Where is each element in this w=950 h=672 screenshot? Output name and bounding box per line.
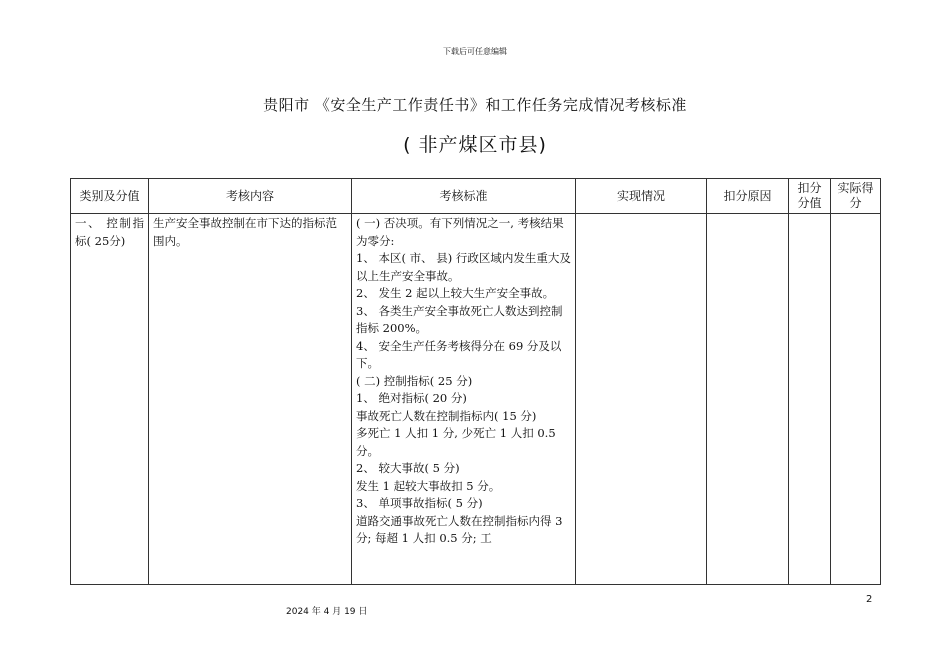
cell-deduction-points (789, 214, 831, 585)
table-header-row (71, 179, 881, 214)
header-note: 下载后可任意编辑 (443, 47, 507, 56)
criteria-line: 道路交通事故死亡人数在控制指标内得 3 分; 每超 1 人扣 0.5 分; 工 (356, 513, 563, 545)
header-deduction-points: 扣分分值 (789, 179, 831, 214)
criteria-line: 4、 安全生产任务考核得分在 69 分及以下。 (356, 338, 562, 370)
header-actual-score: 实际得分 (831, 179, 881, 214)
header-content: 考核内容 (149, 179, 352, 214)
criteria-line: 3、 单项事故指标( 5 分) (356, 496, 483, 510)
page-subtitle: ( 非产煤区市县) (403, 134, 547, 156)
assessment-table (70, 178, 881, 585)
criteria-line: 2、 较大事故( 5 分) (356, 461, 460, 475)
header-achievement: 实现情况 (576, 179, 707, 214)
cell-category: 一、 控制指标( 25分) (71, 214, 149, 585)
cell-content: 生产安全事故控制在市下达的指标范围内。 (149, 214, 352, 585)
criteria-line: 2、 发生 2 起以上较大生产安全事故。 (356, 286, 555, 300)
criteria-line: 发生 1 起较大事故扣 5 分。 (356, 478, 501, 493)
header-criteria: 考核标准 (352, 179, 576, 214)
cell-deduction-reason (707, 214, 789, 585)
cell-actual-score (831, 214, 881, 585)
criteria-line: 1、 本区( 市、 县) 行政区域内发生重大及以上生产安全事故。 (356, 251, 571, 283)
table-row (71, 214, 881, 585)
header-category: 类别及分值 (71, 179, 149, 214)
criteria-line: 多死亡 1 人扣 1 分, 少死亡 1 人扣 0.5 分。 (356, 426, 556, 458)
criteria-line: 3、 各类生产安全事故死亡人数达到控制指标 200%。 (356, 303, 563, 335)
criteria-line: 事故死亡人数在控制指标内( 15 分) (356, 408, 537, 423)
page-title: 贵阳市 《安全生产工作责任书》和工作任务完成情况考核标准 (263, 96, 687, 114)
criteria-line: 1、 绝对指标( 20 分) (356, 391, 467, 405)
cell-criteria (352, 214, 576, 585)
criteria-line: ( 一) 否决项。有下列情况之一, 考核结果为零分: (356, 216, 564, 248)
header-deduction-reason: 扣分原因 (707, 179, 789, 214)
criteria-line: ( 二) 控制指标( 25 分) (356, 373, 473, 388)
cell-achievement (576, 214, 707, 585)
page-number: 2 (866, 594, 873, 605)
footer-date: 2024 年 4 月 19 日 (286, 607, 368, 617)
